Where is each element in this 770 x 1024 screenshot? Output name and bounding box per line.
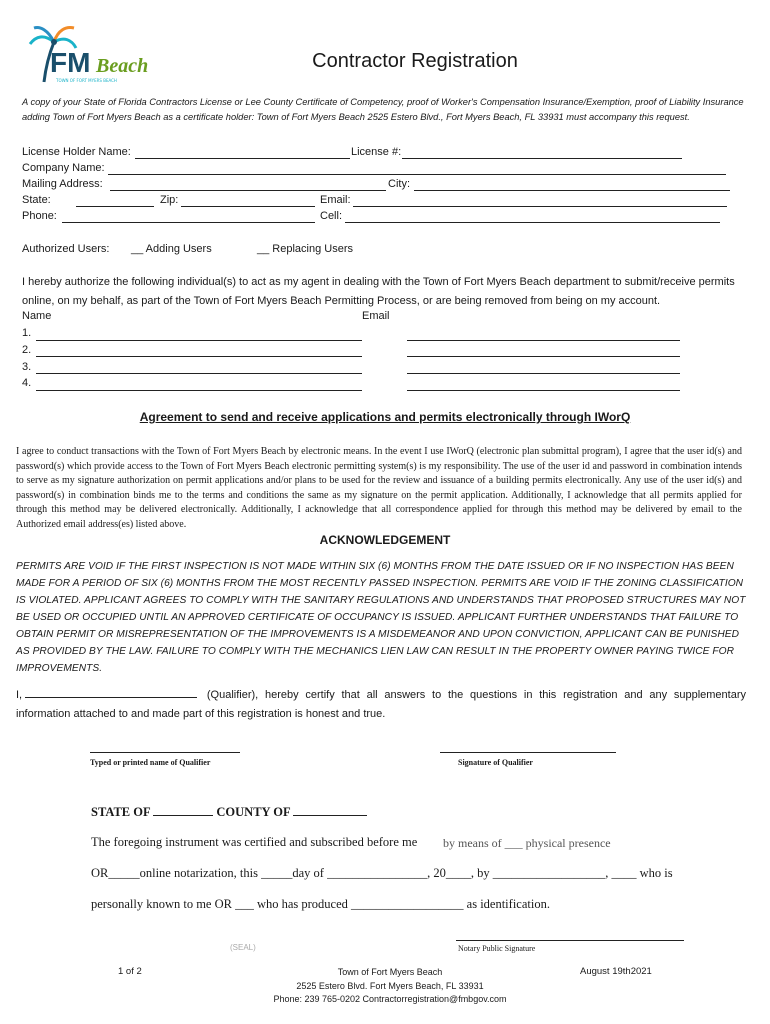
- svg-text:FM: FM: [50, 47, 91, 78]
- qualifier-signature-line[interactable]: [440, 752, 616, 753]
- agent-name-field[interactable]: [36, 390, 362, 391]
- notary-line-1: The foregoing instrument was certified and subscribed before me: [91, 835, 418, 849]
- phone-label: Phone:: [22, 210, 57, 222]
- page-number: 1 of 2: [118, 966, 142, 977]
- state-field[interactable]: [76, 206, 154, 207]
- agent-row-number: 2.: [22, 344, 32, 356]
- mailing-address-field[interactable]: [110, 190, 386, 191]
- footer-contact: Phone: 239 765-0202 Contractorregistration@fmbgov.com: [273, 994, 507, 1004]
- replacing-users-option[interactable]: __ Replacing Users: [257, 243, 353, 255]
- license-number-label: License #:: [351, 146, 402, 158]
- footer-street: 2525 Estero Blvd. Fort Myers Beach, FL 33931: [296, 980, 484, 991]
- qualifier-name-field[interactable]: [25, 686, 197, 698]
- notary-line-3: personally known to me OR ___ who has produced __________________ as identification.: [91, 897, 550, 911]
- notary-signature-label: Notary Public Signature: [458, 944, 536, 953]
- agent-name-field[interactable]: [36, 373, 362, 374]
- authorized-users-label: Authorized Users:: [22, 243, 110, 255]
- agent-email-field[interactable]: [407, 340, 680, 341]
- agreement-heading: Agreement to send and receive applications and permits electronically through IWorQ: [139, 410, 631, 424]
- state-of-label: STATE OF: [91, 805, 151, 819]
- certify-suffix: (Qualifier), hereby certify that all answers to the questions in this registration and any supplementary information attached to and made part of this registration is honest and true.: [16, 689, 746, 720]
- agent-name-field[interactable]: [36, 356, 362, 357]
- agent-row-number: 1.: [22, 327, 32, 339]
- notary-signature-line[interactable]: [456, 940, 684, 941]
- cell-label: Cell:: [320, 210, 343, 222]
- city-label: City:: [388, 178, 410, 190]
- agent-email-header: Email: [362, 310, 390, 322]
- typed-name-line[interactable]: [90, 752, 240, 753]
- typed-name-label: Typed or printed name of Qualifier: [90, 758, 211, 767]
- svg-text:TOWN OF FORT MYERS BEACH: TOWN OF FORT MYERS BEACH: [56, 78, 117, 83]
- authorization-paragraph: I hereby authorize the following individual(s) to act as my agent in dealing with the Town of Fort Myers Beach department to submit/receive permits online, on my behalf, as part of the Town of Fort Myers Beach Permitting Process, or are being removed from being on my account.: [22, 276, 735, 307]
- page-title: Contractor Registration: [312, 50, 518, 72]
- license-holder-field[interactable]: [135, 158, 350, 159]
- qualifier-certification: [16, 686, 746, 724]
- county-of-field[interactable]: [293, 803, 367, 816]
- state-label: State:: [22, 194, 51, 206]
- city-field[interactable]: [414, 190, 730, 191]
- footer-org: Town of Fort Myers Beach: [337, 967, 443, 977]
- acknowledgement-heading: ACKNOWLEDGEMENT: [319, 533, 451, 547]
- agent-row-number: 3.: [22, 361, 32, 373]
- mailing-address-label: Mailing Address:: [22, 178, 103, 190]
- revision-date: August 19th2021: [580, 966, 652, 977]
- notary-presence: by means of ___ physical presence: [443, 836, 611, 850]
- notary-line-2: OR_____online notarization, this _____day of ________________, 20____, by __________________, ____ who is: [91, 866, 673, 880]
- company-name-label: Company Name:: [22, 162, 105, 174]
- svg-text:Beach: Beach: [96, 55, 149, 77]
- state-of-field[interactable]: [153, 803, 213, 816]
- seal-placeholder: (SEAL): [230, 943, 256, 952]
- license-holder-label: License Holder Name:: [22, 146, 131, 158]
- intro-note: A copy of your State of Florida Contractors License or Lee County Certificate of Competency, proof of Worker's Compensation Insurance/Exemption, proof of Liability Insurance adding Town of Fort Myers Beach as a certificate holder: Town of Fort Myers Beach 2525 Estero Blvd., Fort Myers Beach, FL 33931 must accompany this request.: [22, 97, 744, 122]
- email-label: Email:: [320, 194, 351, 206]
- company-name-field[interactable]: [108, 174, 726, 175]
- phone-field[interactable]: [62, 222, 315, 223]
- cell-field[interactable]: [345, 222, 720, 223]
- certify-prefix: I,: [16, 689, 23, 701]
- agent-email-field[interactable]: [407, 356, 680, 357]
- agent-name-header: Name: [22, 310, 52, 322]
- acknowledgement-body: PERMITS ARE VOID IF THE FIRST INSPECTION IS NOT MADE WITHIN SIX (6) MONTHS FROM THE DATE ISSUED OR IF NO INSPECTION HAS BEEN MADE FOR A PERIOD OF SIX (6) MONTHS FROM THE MOST RECENTLY PASSED INSPECTION. PERMITS ARE VOID IF THE ZONING CLASSIFICATION IS VIOLATED. APPLICANT AGREES TO COMPLY WITH THE SANITARY REGULATIONS AND UNDERSTANDS THAT PROPOSED STRUCTURES MAY NOT BE USED OR OCCUPIED UNTIL AN APPROVED CERTIFICATE OF OCCUPANCY IS ISSUED. APPLICANT FURTHER UNDERSTANDS THAT FAILURE TO OBTAIN PERMIT OR MISREPRESENTATION OF THE IMPROVEMENTS IS A MISDEMEANOR AND UPON CONVICTION, APPLICANT CAN BE PUNISHED AS PROVIDED BY THE LAW. FAILURE TO COMPLY WITH THE MECHANICS LIEN LAW CAN RESULT IN THE PROPERTY OWNER PAYING TWICE FOR IMPROVEMENTS.: [16, 561, 746, 674]
- state-county-row: [91, 803, 367, 820]
- agent-email-field[interactable]: [407, 390, 680, 391]
- zip-field[interactable]: [181, 206, 315, 207]
- town-logo: [26, 20, 156, 88]
- license-number-field[interactable]: [402, 158, 682, 159]
- qualifier-signature-label: Signature of Qualifier: [458, 758, 533, 767]
- agreement-body: I agree to conduct transactions with the Town of Fort Myers Beach by electronic means. In the event I use IWorQ (electronic plan submittal program), I agree that the user id(s) and password(s) which provide access to the Town of Fort Myers Beach electronic permitting system(s) is my responsibility. The use of the user id and password in combination intends to serve as my signature authorization on permit applications and/or plans to be used for the review and issuance of a building permits electronically. Any use of the user id(s) and password(s) in combination binds me to the terms and conditions the same as my signature on the permit application. Additionally, I acknowledge that all permits applied for through this method may be delivered electronically. Additionally, I acknowledge that all correspondence applied for through this method may be delivered by email to the Authorized email address(es) listed above.: [16, 446, 742, 530]
- zip-label: Zip:: [160, 194, 179, 206]
- footer-address: [240, 966, 540, 1007]
- email-field[interactable]: [353, 206, 727, 207]
- adding-users-option[interactable]: __ Adding Users: [131, 243, 212, 255]
- agent-email-field[interactable]: [407, 373, 680, 374]
- county-of-label: COUNTY OF: [216, 805, 291, 819]
- agent-row-number: 4.: [22, 377, 32, 389]
- agent-name-field[interactable]: [36, 340, 362, 341]
